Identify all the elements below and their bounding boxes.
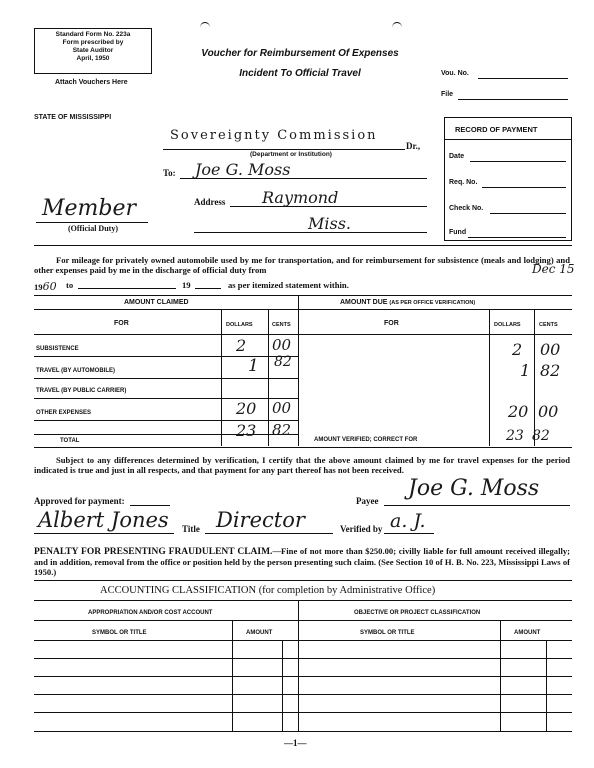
- row-rule-4: [34, 420, 298, 421]
- official-duty-handwritten: Member: [42, 196, 137, 221]
- row-label-total: TOTAL: [60, 438, 80, 444]
- to-label: To:: [163, 168, 176, 178]
- accounting-top-rule: [34, 580, 572, 581]
- approver-field[interactable]: [34, 533, 174, 534]
- record-check-label: Check No.: [449, 205, 484, 212]
- due-cents-header: CENTS: [539, 322, 558, 328]
- due-for-header: FOR: [384, 320, 399, 327]
- left-symbol-header: SYMBOL OR TITLE: [92, 630, 147, 636]
- approver-signature: Albert Jones: [38, 508, 169, 532]
- department-caption: (Department or Institution): [250, 151, 332, 158]
- due-other-dollars: 20: [508, 402, 529, 421]
- due-subsistence-cents: 00: [540, 340, 561, 359]
- standard-form-line4: April, 1950: [76, 55, 110, 62]
- claimed-other-cents: 00: [272, 399, 292, 417]
- mileage-line2: [34, 280, 57, 293]
- official-duty-caption: (Official Duty): [68, 224, 118, 233]
- mileage-to-label: to: [66, 280, 74, 290]
- left-cents-col: [282, 640, 283, 732]
- claimed-subsistence-dollars: 2: [236, 336, 247, 355]
- amount-due-header-note: (AS PER OFFICE VERIFICATION): [389, 300, 476, 306]
- claimed-total-cents: 82: [272, 421, 292, 439]
- due-dollars-header: DOLLARS: [494, 322, 521, 328]
- left-amount-header: AMOUNT: [246, 630, 273, 636]
- mileage-year2-field[interactable]: [195, 288, 221, 289]
- row-rule-2: [34, 378, 298, 379]
- due-subsistence-dollars: 2: [512, 340, 523, 359]
- row-label-other: OTHER EXPENSES: [36, 410, 92, 416]
- right-cents-col: [546, 640, 547, 732]
- amount-colhead-rule: [34, 334, 572, 335]
- approved-label: Approved for payment:: [34, 496, 125, 506]
- official-duty-field[interactable]: [36, 222, 148, 223]
- title-label: Title: [182, 524, 200, 534]
- department-handwritten: Sovereignty Commission: [170, 128, 378, 143]
- acct-row-rule-1: [34, 640, 572, 641]
- title-handwritten: Director: [216, 508, 305, 532]
- mileage-year2-prefix: 19: [182, 280, 191, 290]
- verified-label: Verified by: [340, 524, 383, 534]
- claimed-dollars-header: DOLLARS: [226, 322, 253, 328]
- accounting-title: [100, 585, 435, 596]
- due-total-cents: 82: [532, 428, 550, 444]
- due-other-cents: 00: [538, 402, 559, 421]
- amount-header-rule: [34, 309, 572, 310]
- file-field[interactable]: [458, 99, 568, 100]
- approved-field[interactable]: [130, 505, 170, 506]
- claimed-total-dollars: 23: [236, 421, 257, 440]
- punch-hole-left: [200, 22, 210, 33]
- punch-hole-right: [392, 22, 402, 33]
- row-rule-5: [34, 434, 298, 435]
- mileage-text-part2: as per itemized statement within.: [228, 280, 349, 290]
- row-label-travel-carrier: TRAVEL (BY PUBLIC CARRIER): [36, 388, 127, 394]
- vou-no-field[interactable]: [478, 78, 568, 79]
- acct-row-2[interactable]: [34, 676, 572, 677]
- acct-row-4[interactable]: [34, 712, 572, 713]
- payee-field[interactable]: [384, 505, 570, 506]
- vou-no-label: Vou. No.: [441, 70, 469, 77]
- accounting-subheader-rule: [34, 620, 572, 621]
- standard-form-line1: Standard Form No. 223a: [55, 31, 131, 38]
- penalty-text: [34, 546, 570, 577]
- claimed-auto-cents: 82: [274, 354, 292, 370]
- section-divider: [34, 245, 572, 246]
- to-field[interactable]: [180, 178, 427, 179]
- file-label: File: [441, 91, 454, 98]
- form-title-line2: Incident To Official Travel: [239, 68, 361, 79]
- claimed-cents-header: CENTS: [272, 322, 291, 328]
- mileage-from-date: Dec 15: [532, 262, 575, 276]
- objective-header: OBJECTIVE OR PROJECT CLASSIFICATION: [354, 610, 481, 616]
- accounting-header-rule: [34, 600, 572, 601]
- row-label-travel-auto: TRAVEL (BY AUTOMOBILE): [36, 368, 116, 374]
- address-line2: Miss.: [308, 214, 352, 233]
- due-dollars-col: [489, 309, 490, 446]
- due-cents-col: [534, 309, 535, 446]
- amount-claimed-header: AMOUNT CLAIMED: [124, 299, 189, 306]
- record-date-field[interactable]: [470, 161, 566, 162]
- record-of-payment-title: RECORD OF PAYMENT: [455, 125, 538, 134]
- claimed-auto-dollars: 1: [248, 356, 259, 376]
- record-req-field[interactable]: [482, 187, 566, 188]
- certification-text: [34, 455, 570, 475]
- standard-form-line3: State Auditor: [72, 47, 114, 54]
- mileage-text-part1: For mileage for privately owned automobile used by me for transportation, and for reimbursement for subsistence (meals and lodging) and other expenses paid by me in the discharge of official duty from: [34, 255, 570, 275]
- verified-field[interactable]: [384, 533, 434, 534]
- to-handwritten: Joe G. Moss: [195, 160, 291, 179]
- due-auto-cents: 82: [540, 361, 561, 380]
- address-line1: Raymond: [262, 188, 339, 207]
- record-date-label: Date: [449, 153, 465, 160]
- amount-verified-label: AMOUNT VERIFIED; CORRECT FOR: [314, 437, 418, 443]
- record-fund-label: Fund: [449, 229, 467, 236]
- amount-table-divider: [298, 295, 299, 446]
- mileage-year-prefix: 19: [34, 282, 43, 292]
- accounting-note: (for completion by Administrative Office): [258, 585, 436, 596]
- address-field-1[interactable]: [230, 206, 427, 207]
- claimed-subsistence-cents: 00: [272, 336, 292, 354]
- due-total-dollars: 23: [506, 428, 524, 444]
- due-auto-dollars: 1: [520, 361, 531, 380]
- acct-row-1[interactable]: [34, 658, 572, 659]
- address-field-2[interactable]: [194, 232, 427, 233]
- claimed-other-dollars: 20: [236, 399, 257, 418]
- form-title-line1: Voucher for Reimbursement Of Expenses: [201, 48, 399, 59]
- page-number: —1—: [284, 738, 307, 748]
- certification-body: Subject to any differences determined by verification, I certify that the above amount claimed by me for travel expenses for the period indicated is true and just in all respects, and that payment for any part thereof has not been received.: [34, 455, 570, 475]
- record-check-field[interactable]: [490, 213, 566, 214]
- mileage-to-field[interactable]: [78, 288, 176, 289]
- state-label: STATE OF MISSISSIPPI: [34, 114, 112, 121]
- mileage-year-handwritten: 60: [42, 280, 57, 293]
- acct-row-3[interactable]: [34, 694, 572, 695]
- amount-due-header-text: AMOUNT DUE: [340, 299, 388, 306]
- title-field[interactable]: [205, 533, 333, 534]
- department-suffix: Dr.,: [406, 141, 421, 151]
- standard-form-line2: Form prescribed by: [62, 39, 124, 46]
- right-symbol-header: SYMBOL OR TITLE: [360, 630, 415, 636]
- accounting-title-text: ACCOUNTING CLASSIFICATION: [100, 585, 257, 596]
- row-label-subsistence: SUBSISTENCE: [36, 346, 79, 352]
- claimed-for-header: FOR: [114, 320, 129, 327]
- penalty-bold: PENALTY FOR PRESENTING FRAUDULENT CLAIM.: [34, 547, 273, 557]
- row-rule-3: [34, 398, 298, 399]
- form-title: [170, 44, 430, 84]
- amount-due-header: [340, 299, 475, 306]
- verified-signature: a. J.: [390, 510, 426, 532]
- record-req-label: Req. No.: [449, 179, 478, 186]
- attach-vouchers-label: Attach Vouchers Here: [55, 79, 128, 86]
- right-amount-header: AMOUNT: [514, 630, 541, 636]
- payee-signature: Joe G. Moss: [408, 476, 540, 501]
- appropriation-header: APPROPRIATION AND/OR COST ACCOUNT: [88, 610, 213, 616]
- payee-label: Payee: [356, 496, 379, 506]
- accounting-bottom-rule: [34, 731, 572, 732]
- record-fund-field[interactable]: [468, 237, 566, 238]
- standard-form-box: [34, 28, 152, 74]
- address-label: Address: [194, 197, 226, 207]
- penalty-rest: —Fine of not more than $250.00; civilly liable for full amount received illegally; and in addition, removal from the office or position held by the person presenting such claim. (See Section 10 of H. B. No. 223, Mississippi Laws of 1950.): [34, 546, 570, 577]
- mileage-paragraph: [34, 255, 570, 275]
- department-field[interactable]: [163, 149, 405, 150]
